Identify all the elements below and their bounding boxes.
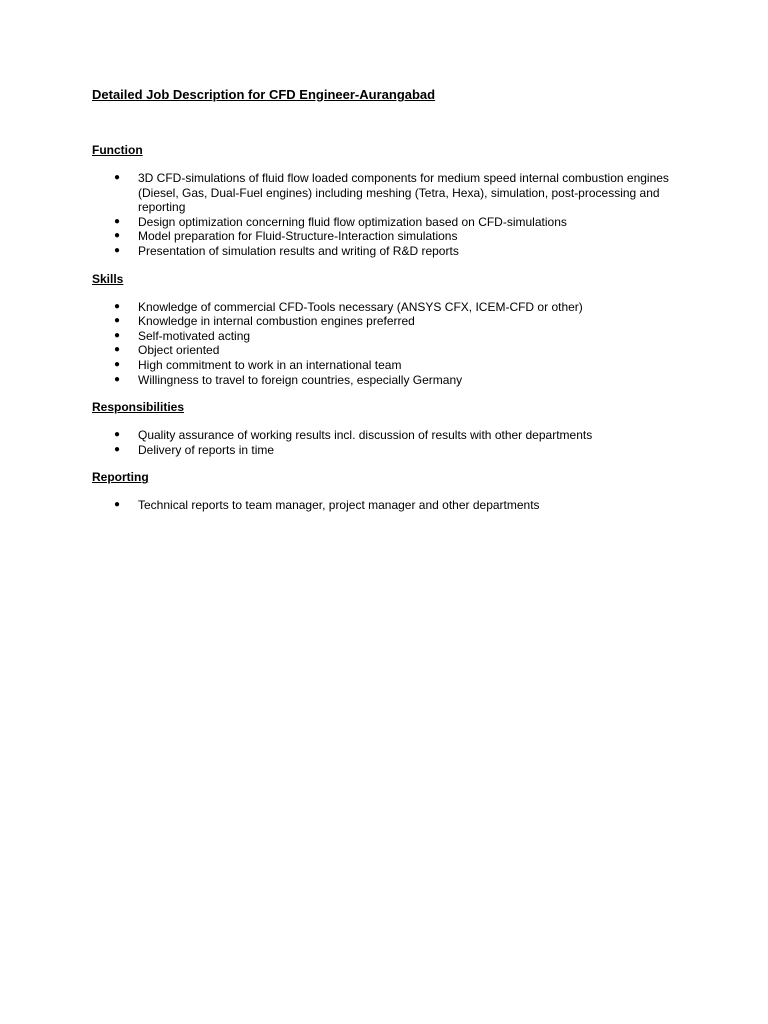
function-list xyxy=(92,171,702,259)
list-item xyxy=(92,229,702,244)
list-item xyxy=(92,443,702,458)
bullet-icon: ● xyxy=(114,215,121,227)
list-item-text: 3D CFD-simulations of fluid flow loaded components for medium speed internal combustion engines (Diesel, Gas, Dual-Fuel engines) including meshing (Tetra, Hexa), simulation, post-processing and reporting xyxy=(138,171,669,215)
list-item-text: Quality assurance of working results incl. discussion of results with other departments xyxy=(138,428,593,443)
list-item xyxy=(92,244,702,259)
bullet-icon: ● xyxy=(114,373,121,385)
list-item-text: Model preparation for Fluid-Structure-Interaction simulations xyxy=(138,229,458,244)
section-reporting xyxy=(92,470,702,513)
list-item xyxy=(92,358,702,373)
list-item xyxy=(92,498,702,513)
list-item-text: Knowledge of commercial CFD-Tools necessary (ANSYS CFX, ICEM-CFD or other) xyxy=(138,299,583,314)
bullet-icon: ● xyxy=(114,329,121,341)
list-item xyxy=(92,171,702,215)
section-function xyxy=(92,143,702,259)
skills-list xyxy=(92,300,702,388)
list-item-text: Object oriented xyxy=(138,343,220,358)
list-item-text: Design optimization concerning fluid flow optimization based on CFD-simulations xyxy=(138,214,567,229)
responsibilities-list xyxy=(92,428,702,457)
section-responsibilities xyxy=(92,400,702,457)
bullet-icon: ● xyxy=(114,344,121,356)
list-item xyxy=(92,314,702,329)
list-item xyxy=(92,215,702,230)
list-item-text: Delivery of reports in time xyxy=(138,442,275,457)
list-item-text: Presentation of simulation results and writing of R&D reports xyxy=(138,243,459,258)
list-item-text: Willingness to travel to foreign countries, especially Germany xyxy=(138,372,463,387)
list-item xyxy=(92,343,702,358)
document-title: Detailed Job Description for CFD Engineer-Aurangabad xyxy=(92,87,436,102)
list-item xyxy=(92,329,702,344)
section-heading-reporting: Reporting xyxy=(92,470,149,485)
bullet-icon: ● xyxy=(114,429,121,441)
bullet-icon: ● xyxy=(114,358,121,370)
section-heading-skills: Skills xyxy=(92,271,124,286)
list-item xyxy=(92,428,702,443)
bullet-icon: ● xyxy=(114,230,121,242)
list-item-text: Technical reports to team manager, project manager and other departments xyxy=(138,498,540,513)
bullet-icon: ● xyxy=(114,443,121,455)
list-item-text: Knowledge in internal combustion engines preferred xyxy=(138,314,415,329)
bullet-icon: ● xyxy=(114,315,121,327)
document-page xyxy=(92,87,702,513)
list-item-text: High commitment to work in an international team xyxy=(138,357,402,372)
bullet-icon: ● xyxy=(114,244,121,256)
section-heading-function: Function xyxy=(92,143,143,157)
list-item-text: Self-motivated acting xyxy=(138,328,251,343)
section-heading-responsibilities: Responsibilities xyxy=(92,400,185,415)
section-skills xyxy=(92,272,702,388)
list-item xyxy=(92,300,702,315)
bullet-icon: ● xyxy=(114,499,121,511)
list-item xyxy=(92,373,702,388)
bullet-icon: ● xyxy=(114,172,121,183)
bullet-icon: ● xyxy=(114,300,121,312)
reporting-list xyxy=(92,498,702,513)
